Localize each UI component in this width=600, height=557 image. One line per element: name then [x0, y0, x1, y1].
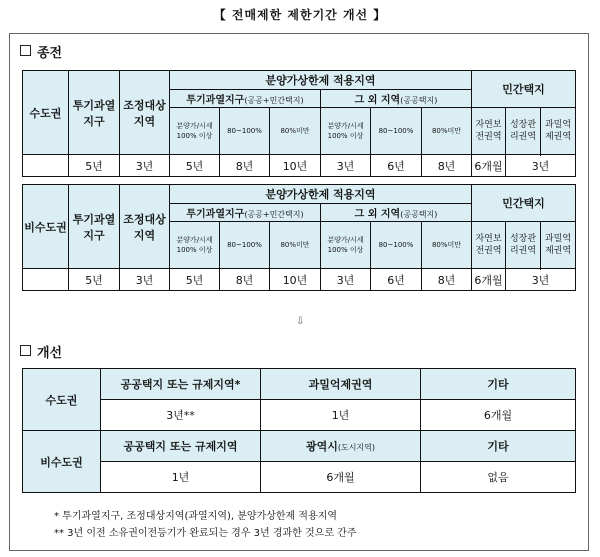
footnotes [54, 508, 357, 542]
region-label-noncapital: 비수도권 [23, 431, 101, 493]
price-band-cell: 80~100% [220, 108, 270, 155]
value-cell: 3년 [506, 155, 576, 177]
header-adjustment-target-text: 조정대상지역 [123, 98, 166, 128]
value-cell: 3년 [506, 269, 576, 291]
header-other-regions [321, 204, 472, 222]
after-value-cell: 1년 [101, 462, 261, 493]
region-label-noncapital: 비수도권 [23, 185, 69, 269]
private-col-cell: 성장관리권역 [506, 108, 541, 155]
footnote: * 투기과열지구, 조정대상지역(과열지역), 분양가상한제 적용지역 [54, 511, 338, 522]
header-other-regions-note: (공공택지) [400, 210, 438, 219]
after-value-cell: 없음 [421, 462, 576, 493]
header-price-cap: 분양가상한제 적용지역 [170, 71, 472, 90]
header-other-regions-note: (공공택지) [400, 96, 438, 105]
value-cell: 10년 [270, 269, 321, 291]
header-overheat-note: (공공+민간택지) [244, 210, 304, 219]
header-adjustment-target [120, 185, 170, 269]
header-other-regions-text: 그 외 지역 [354, 95, 401, 106]
header-price-cap: 분양가상한제 적용지역 [170, 185, 472, 204]
header-adjustment-target [120, 71, 170, 155]
region-label-capital: 수도권 [23, 71, 69, 155]
value-cell: 8년 [220, 155, 270, 177]
header-speculation-overheat-text: 투기과열지구 [72, 98, 116, 128]
private-col-cell: 과밀억제권역 [541, 222, 576, 269]
value-cell: 8년 [422, 155, 472, 177]
price-band-cell: 80%미만 [422, 108, 472, 155]
header-private-land: 민간택지 [472, 185, 576, 222]
after-header-cell: 기타 [421, 369, 576, 400]
after-table [22, 368, 576, 493]
after-header-cell: 과밀억제권역 [261, 369, 421, 400]
footnote: ** 3년 이전 소유권이전등기가 완료되는 경우 3년 경과한 것으로 간주 [54, 528, 357, 539]
value-cell: 3년 [321, 269, 371, 291]
header-adjustment-target-text: 조정대상지역 [123, 212, 166, 242]
after-value-cell: 1년 [261, 400, 421, 431]
value-cell: 10년 [270, 155, 321, 177]
price-band-cell: 80%미만 [422, 222, 472, 269]
metro-header-text: 광역시 [305, 440, 338, 453]
value-cell: 6년 [371, 269, 422, 291]
value-cell: 6개월 [472, 269, 506, 291]
page-title: 【 전매제한 제한기간 개선 】 [213, 8, 387, 22]
after-value-cell: 6개월 [261, 462, 421, 493]
header-overheat-note: (공공+민간택지) [244, 96, 304, 105]
value-cell: 5년 [170, 269, 220, 291]
value-cell: 6년 [371, 155, 422, 177]
header-overheat-public-private [170, 204, 321, 222]
private-col-cell: 자연보전권역 [472, 108, 506, 155]
after-value-cell: 6개월 [421, 400, 576, 431]
checkbox-icon [20, 345, 31, 356]
after-heading [20, 342, 62, 361]
price-band-cell: 80%미만 [270, 108, 321, 155]
price-band-cell: 분양가/시세 100% 이상 [170, 222, 220, 269]
header-other-regions-text: 그 외 지역 [354, 209, 401, 220]
header-private-land: 민간택지 [472, 71, 576, 108]
after-header-cell [261, 431, 421, 462]
spacer-cell [23, 155, 69, 177]
header-overheat-text: 투기과열지구 [186, 209, 245, 220]
header-other-regions [321, 90, 472, 108]
price-band-cell: 80%미만 [270, 222, 321, 269]
price-band-cell: 80~100% [371, 108, 422, 155]
after-header-cell: 기타 [421, 431, 576, 462]
value-cell: 3년 [120, 269, 170, 291]
price-band-cell: 80~100% [371, 222, 422, 269]
value-cell: 3년 [120, 155, 170, 177]
checkbox-icon [20, 45, 31, 56]
before-heading-text: 종전 [37, 46, 63, 61]
price-band-cell: 분양가/시세 100% 이상 [170, 108, 220, 155]
before-heading [20, 42, 62, 61]
value-cell: 5년 [170, 155, 220, 177]
value-cell: 8년 [422, 269, 472, 291]
price-band-cell: 분양가/시세 100% 이상 [321, 108, 371, 155]
before-capital-table [22, 70, 576, 177]
value-cell: 3년 [321, 155, 371, 177]
after-header-cell: 공공택지 또는 규제지역* [101, 369, 261, 400]
region-label-capital: 수도권 [23, 369, 101, 431]
value-cell: 8년 [220, 269, 270, 291]
private-col-cell: 성장관리권역 [506, 222, 541, 269]
private-col-cell: 과밀억제권역 [541, 108, 576, 155]
before-noncapital-table [22, 184, 576, 291]
after-header-cell: 공공택지 또는 규제지역 [101, 431, 261, 462]
private-col-cell: 자연보전권역 [472, 222, 506, 269]
value-cell: 6개월 [472, 155, 506, 177]
value-cell: 5년 [69, 269, 120, 291]
price-band-cell: 분양가/시세 100% 이상 [321, 222, 371, 269]
header-speculation-overheat [69, 185, 120, 269]
after-value-cell: 3년** [101, 400, 261, 431]
header-overheat-public-private [170, 90, 321, 108]
header-speculation-overheat-text: 투기과열지구 [72, 212, 116, 242]
price-band-cell: 80~100% [220, 222, 270, 269]
metro-header-note: (도시지역) [337, 443, 376, 452]
spacer-cell [23, 269, 69, 291]
header-speculation-overheat [69, 71, 120, 155]
after-heading-text: 개선 [37, 346, 63, 361]
down-arrow-icon: ⇩ [296, 316, 305, 327]
value-cell: 5년 [69, 155, 120, 177]
header-overheat-text: 투기과열지구 [186, 95, 245, 106]
